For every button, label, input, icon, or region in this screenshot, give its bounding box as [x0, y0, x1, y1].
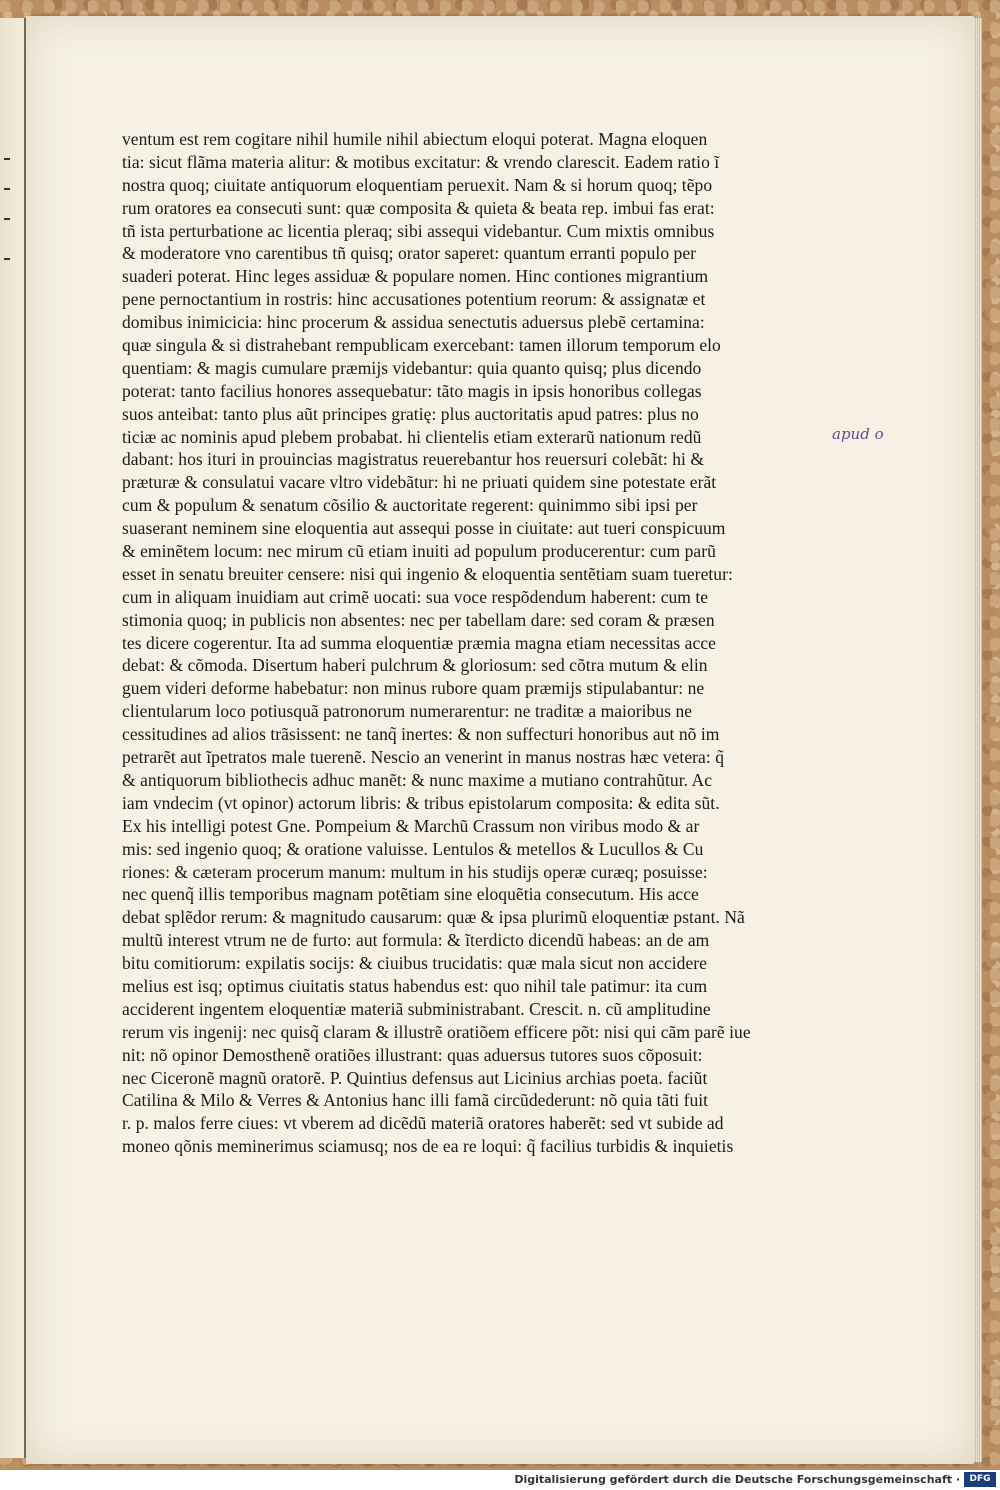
- text-line: nostra quoq; ciuitate antiquorum eloquentiam peruexit. Nam & si horum quoq; tẽpo: [122, 174, 713, 195]
- text-line: mis: sed ingenio quoq; & oratione valuisse. Lentulos & metellos & Lucullos & Cu: [122, 838, 704, 859]
- text-line: nec quenq̃ illis temporibus magnam potẽtiam sine eloquẽtia consecutum. His acce: [122, 884, 699, 905]
- text-line: bitu comitiorum: expilatis socijs: & ciuibus trucidatis: quæ mala sicut non accidere: [122, 953, 707, 974]
- text-line: suaderi poterat. Hinc leges assiduæ & populare nomen. Hinc contiones migrantium: [122, 266, 709, 287]
- text-line: guem videri deforme habebatur: non minus rubore quam præmijs stipulabantur: ne: [122, 678, 705, 699]
- text-line: debat: & cõmoda. Disertum haberi pulchrum & gloriosum: sed cõtra mutum & elin: [122, 655, 708, 676]
- text-line: nec Ciceronẽ magnũ oratorẽ. P. Quintius defensus aut Licinius archias poeta. faciũt: [122, 1067, 708, 1088]
- footer-credit: Digitalisierung gefördert durch die Deutsche Forschungsgemeinschaft ·: [514, 1473, 960, 1486]
- text-line: quentiam: & magis cumulare præmijs videbantur: quia quanto quisq; plus dicendo: [122, 357, 702, 378]
- text-line: r. p. malos ferre ciues: vt vberem ad dicẽdũ materiã oratores haberẽt: sed vt subide ad: [122, 1113, 724, 1134]
- page-stack-edge: [974, 18, 982, 1462]
- text-line: & antiquorum bibliothecis adhuc manẽt: & nunc maxime a mutiano contrahũtur. Ac: [122, 769, 713, 790]
- text-line: esset in senatu breuiter censere: nisi qui ingenio & eloquentia sentẽtiam suam tueretur:: [122, 563, 733, 584]
- facing-page-edge: [0, 18, 26, 1458]
- text-line: cessitudines ad alios trãsissent: ne tanq̃ inertes: & non suffecturi honoribus aut nõ im: [122, 724, 720, 745]
- text-line: præturæ & consulatui vacare vltro videbãtur: hi ne priuati quidem sine potestate erãt: [122, 472, 717, 493]
- text-line: petrarẽt aut ĩpetratos male tuerenẽ. Nescio an venerint in manus nostras hæc vetera: q̃: [122, 747, 724, 768]
- text-line: rum oratores ea consecuti sunt: quæ composita & quieta & beata rep. imbui fas erat:: [122, 197, 715, 218]
- text-line: debat splẽdor rerum: & magnitudo causarum: quæ & ipsa plurimũ eloquentiæ pstant. Nã: [122, 907, 745, 928]
- text-line: cum & populum & senatum cõsilio & auctoritate regerent: quinimmo sibi ipsi per: [122, 495, 698, 516]
- main-text-block: [122, 128, 827, 1158]
- text-line: nit: nõ opinor Demosthenẽ oratiões illustrant: quas aduersus tutores suos cõposuit:: [122, 1044, 703, 1065]
- marginal-annotation: apud o: [832, 425, 884, 443]
- text-line: moneo qõnis meminerimus sciamusq; nos de ea re loqui: q̃ facilius turbidis & inquietis: [122, 1136, 734, 1157]
- text-line: iam vndecim (vt opinor) actorum libris: & tribus epistolarum composita: & edita sũt.: [122, 792, 720, 813]
- text-line: acciderent ingentem eloquentiæ materiã subministrabant. Crescit. n. cũ amplitudine: [122, 998, 711, 1019]
- text-line: tñ ista perturbatione ac licentia pleraq; sibi assequi videbantur. Cum mixtis omnibus: [122, 220, 715, 241]
- text-line: melius est isq; optimus ciuitatis status habendus est: quo nihil tale patimur: ita cum: [122, 975, 708, 996]
- text-line: clientularum loco potiusquã patronorum numerarentur: ne traditæ a maioribus ne: [122, 701, 693, 722]
- footer-bar: [0, 1470, 1000, 1490]
- text-line: quæ singula & si distrahebant rempublicam exercebant: tamen illorum temporum elo: [122, 335, 721, 356]
- text-line: riones: & cæteram procerum manum: multum in his studijs operæ curæq; posuisse:: [122, 861, 708, 882]
- text-line: pene pernoctantium in rostris: hinc accusationes potentium reorum: & assignatæ et: [122, 289, 706, 310]
- text-line: cum in aliquam inuidiam aut crimẽ uocati: sua voce respõdendum haberent: cum te: [122, 586, 709, 607]
- text-line: rerum vis ingenij: nec quisq̃ claram & illustrẽ oratiõem efficere põt: nisi qui cãm parẽ iue: [122, 1021, 751, 1042]
- text-line: stimonia quoq; in publicis non absentes: nec per tabellam dare: sed coram & præsen: [122, 609, 715, 630]
- text-line: domibus inimicicia: hinc procerum & assidua senectutis aduersus plebẽ certamina:: [122, 312, 705, 333]
- text-line: multũ interest vtrum ne de furto: aut formula: & ĩterdicto dicendũ habeas: an de am: [122, 930, 710, 951]
- text-line: tes dicere cogerentur. Ita ad summa eloquentiæ præmia magna etiam necessitas acce: [122, 632, 716, 653]
- text-line: suaserant neminem sine eloquentia aut assequi posse in ciuitate: aut tueri conspicuum: [122, 518, 726, 539]
- text-line: tia: sicut flãma materia alitur: & motibus excitatur: & vrendo clarescit. Eadem ratio ĩ: [122, 151, 720, 172]
- text-line: ventum est rem cogitare nihil humile nihil abiectum eloqui poterat. Magna eloquen: [122, 129, 708, 149]
- text-line: dabant: hos ituri in prouincias magistratus reuerebantur hos reuersuri colebãt: hi &: [122, 449, 705, 470]
- text-line: ticiæ ac nominis apud plebem probabat. hi clientelis etiam exterarũ nationum redũ: [122, 426, 702, 447]
- text-line: Ex his intelligi potest Gne. Pompeium & Marchũ Crassum non viribus modo & ar: [122, 815, 700, 836]
- text-line: poterat: tanto facilius honores assequebatur: tãto magis in ipsis honoribus collegas: [122, 380, 702, 401]
- dfg-logo: DFG: [964, 1472, 996, 1487]
- text-line: Catilina & Milo & Verres & Antonius hanc illi famã circũdederunt: nõ quia tãti fuit: [122, 1090, 709, 1111]
- text-line: & moderatore vno carentibus tñ quisq; orator saperet: quantum erranti populo per: [122, 243, 697, 264]
- text-line: & eminẽtem locum: nec mirum cũ etiam inuiti ad populum producerentur: cum parũ: [122, 541, 716, 562]
- text-line: suos anteibat: tanto plus aũt principes gratię: plus auctoritatis apud patres: plus no: [122, 403, 699, 424]
